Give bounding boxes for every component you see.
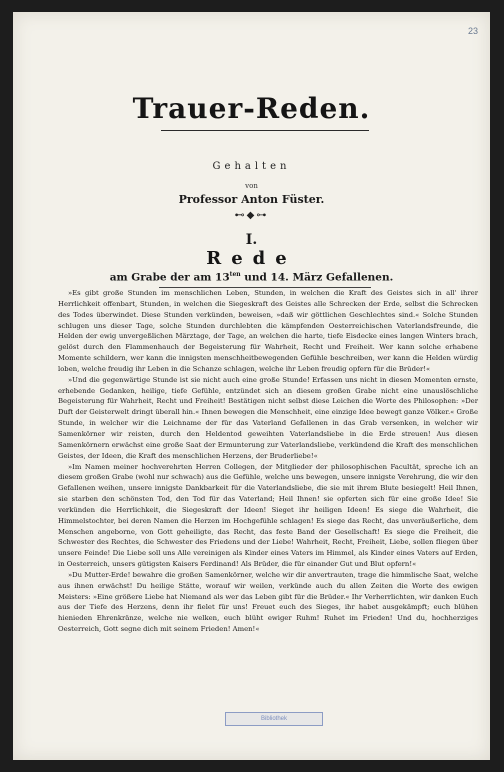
section-heading: Rede — [206, 248, 297, 269]
paragraph: »Es gibt große Stunden im menschlichen Leben, Stunden, in welchen die Kraft des Geistes sich in all' ihrer Herrlichkeit offenbart, Stunden, in welchen die Siegeskraft des Geistes alle Schrecken der Erde, selbst die Schrecken des Todes überwindet. Diese Stunden verkünden, beweisen, »daß wir göttlichen Geschlechtes sind.« Solche Stunden schlugen uns dieser Tage, solche Stunden durchlebten die kämpfenden Oesterreichischen Vaterlandsfreunde, die Helden der ewig unvergeßlichen Märztage, der Tage, an welchen die harte, tiefe Eisdecke eines langen Winters brach, gelöst durch den Flammenhauch der Begeisterung für Wahrheit, Recht und Freiheit. Wer kann solche erhabene Momente schildern, wer kann die innigsten menschheitbewegenden Gefühle beschreiben, wer kann die Helden würdig loben, welche freudig ihr Leben in die Schanze schlagen, welche ihr Leben freudig opfern für die Brüder!« — [58, 289, 478, 373]
section-subheading — [13, 271, 490, 284]
page-folio: 23 — [467, 26, 478, 36]
ornament-divider: ⊷◆⊶ — [234, 210, 269, 221]
section-numeral: I. — [245, 232, 258, 248]
document-page — [13, 12, 490, 760]
paragraph: »Im Namen meiner hochverehrten Herren Collegen, der Mitglieder der philosophischen Facultät, spreche ich an diesem großen Grabe (wohl nur schwach) aus die Gefühle, welche uns bewegen, unsere innigste Verehrung, die wir den Gefallenen weihen, unsere innigste Dankbarkeit für die Vaterlandsliebe, die sie mit ihrem Blute besiegelt! Heil Ihnen, sie starben den schönsten Tod, den Tod für das Vaterland; Heil Ihnen! sie opferten sich für eine große Idee! Sie verkünden die Herrlichkeit, die Siegeskraft der Ideen! Sieget ihr heiligen Ideen! Es siege die Wahrheit, die Himmelstochter, bei deren Namen die Herzen im Hochgefühle schlagen! Es siege das Recht, das unveräußerliche, dem Menschen angeborne, von Gott geheiligte, das Recht, das feste Band der Gesellschaft! Es siege die Freiheit, die Schwester des Rechtes, die Schwester des Friedens und der Liebe! Wahrheit, Recht, Freiheit, Liebe, sollen fliegen über unsere Feinde! Die Liebe soll uns Alle vereinigen als Kinder eines Vaters im Himmel, als Kinder eines Vaters auf Erden, in Oesterreich, unsers gütigsten Kaisers Ferdinand! Als Brüder, die für einander Gut und Blut opfern!« — [58, 462, 478, 569]
occasion-post: und 14. März Gefallenen. — [240, 271, 394, 284]
paragraph: »Du Mutter-Erde! bewahre die großen Samenkörner, welche wir dir anvertrauten, trage die himmlische Saat, welche aus ihnen erwächst! Du heilige Stätte, worauf wir weilen, verkünde auch du allen Zeiten die Worte des ewigen Meisters: »Eine größere Liebe hat Niemand als wer das Leben gibt für die Brüder.« Ihr Verherrlichten, wir danken Euch aus der Tiefe des Herzens, denn ihr fielet für uns! Freuet euch des Sieges, ihr habet ausgekämpft; euch blühen hienieden Ehrenkränze, welche nie welken, euch blüht ewiger Ruhm! Ruhet im Frieden! Und du, hochherziges Oesterreich, Gott segne dich mit seinem Frieden! Amen!« — [58, 570, 478, 634]
author-name: Professor Anton Füster. — [178, 193, 325, 206]
document-title: Trauer-Reden. — [132, 92, 371, 125]
paragraph: »Und die gegenwärtige Stunde ist sie nicht auch eine große Stunde! Erfassen uns nicht in diesen Momenten ernste, erhebende Gedanken, heilige, tiefe Gefühle, entzündet sich an diesem großen Grabe nicht eine unauslöschliche Begeisterung für Wahrheit, Recht und Freiheit! Bestätigen nicht selbst diese Leichen die Worte des Philosophen: »Der Duft der Geisterwelt dringt überall hin.« Ihnen bewegen die Menschheit, eine einzige Idee bewegt ganze Völker.« Große Stunde, in welcher wir die Leichname der für das Vaterland Gefallenen in das Grab versenken, in welcher wir Samenkörner wir reisten, durch den Heldentod geweihten Vaterlandsliebe in die Erde streuen! Aus diesen Samenkörnern erwächst eine große Saat der Ermunterung zur Vaterlandsliebe, verkündend die Kraft des menschlichen Geistes, der Ideen, die Kraft des menschlichen Herzens, der Bruderliebe!« — [58, 375, 478, 460]
gehalten-line: Gehalten — [212, 161, 291, 172]
library-stamp: Bibliothek — [225, 712, 323, 726]
occasion-sup: ten — [229, 271, 241, 278]
occasion-pre: am Grabe der am 13 — [109, 271, 230, 284]
von-line: von — [245, 182, 258, 190]
title-rule — [161, 130, 369, 131]
speech-body — [58, 288, 478, 635]
